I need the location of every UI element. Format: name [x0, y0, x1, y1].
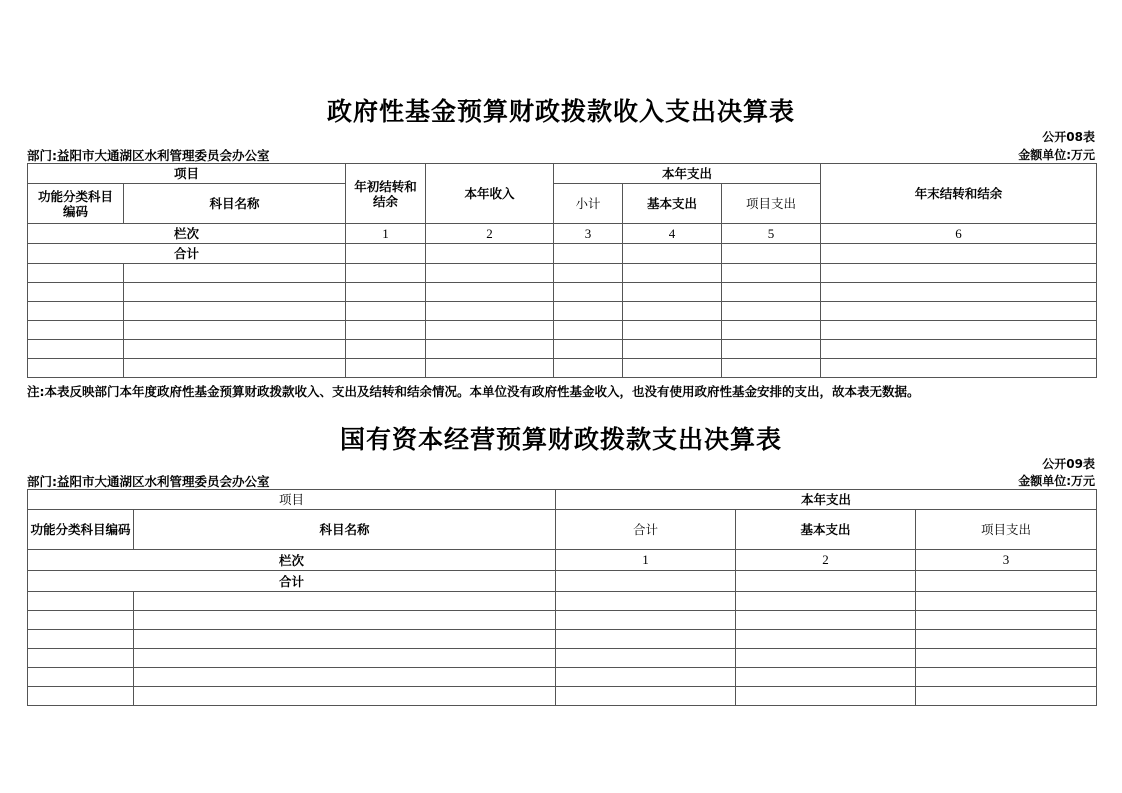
table-row: [28, 359, 1097, 378]
table-cell: [426, 244, 554, 264]
table1-total-row: [28, 244, 1097, 264]
table1-header-basic: 基本支出: [623, 184, 722, 224]
table1-grid: [27, 163, 1097, 378]
table-cell: [346, 244, 426, 264]
table-row: [28, 630, 1097, 649]
table1-col-num: 4: [623, 224, 722, 244]
table2-column-label: 栏次: [28, 550, 556, 571]
table1-header-end-balance: 年末结转和结余: [821, 164, 1097, 224]
table1-col-num: 1: [346, 224, 426, 244]
table1-header-income: 本年收入: [426, 164, 554, 224]
table2-grid: [27, 489, 1097, 706]
table1-col-num: 2: [426, 224, 554, 244]
table2-header-item: 项目: [28, 490, 556, 510]
table1-header-expense: 本年支出: [554, 164, 821, 184]
table2-header-func-code: 功能分类科目编码: [28, 510, 134, 550]
table1-col-num: 6: [821, 224, 1097, 244]
table2-dept: 部门:益阳市大通湖区水利管理委员会办公室: [27, 474, 270, 489]
table2-col-num: 2: [736, 550, 916, 571]
table-cell: [623, 244, 722, 264]
table2-title: 国有资本经营预算财政拨款支出决算表: [339, 425, 782, 454]
table2-header-basic: 基本支出: [736, 510, 916, 550]
table2-header-expense: 本年支出: [556, 490, 1097, 510]
table1-total-label: 合计: [28, 244, 346, 264]
table1-code: 公开08表: [1042, 130, 1095, 144]
table-cell: [556, 571, 736, 592]
table-cell: [821, 244, 1097, 264]
table2-col-num: 3: [916, 550, 1097, 571]
table2-col-num: 1: [556, 550, 736, 571]
table1-dept: 部门:益阳市大通湖区水利管理委员会办公室: [27, 148, 270, 163]
table1-header-item: 项目: [28, 164, 346, 184]
table1-unit: 金额单位:万元: [1018, 148, 1095, 162]
table1-col-num: 5: [722, 224, 821, 244]
table-cell: [554, 244, 623, 264]
table1-column-label: 栏次: [28, 224, 346, 244]
table-cell: [736, 571, 916, 592]
table1-header-subtotal: 小计: [554, 184, 623, 224]
table2-header-subject-name: 科目名称: [134, 510, 556, 550]
table1-header-subject-name: 科目名称: [124, 184, 346, 224]
table-row: [28, 592, 1097, 611]
table-cell: [916, 571, 1097, 592]
table2-code: 公开09表: [1042, 457, 1095, 471]
table-row: [28, 668, 1097, 687]
table1-header-project: 项目支出: [722, 184, 821, 224]
table1-header-begin-balance: 年初结转和结余: [346, 164, 426, 224]
table-cell: [722, 244, 821, 264]
table1-column-number-row: [28, 224, 1097, 244]
table2-total-row: [28, 571, 1097, 592]
table2-unit: 金额单位:万元: [1018, 474, 1095, 488]
table-row: [28, 687, 1097, 706]
table1-col-num: 3: [554, 224, 623, 244]
table-row: [28, 340, 1097, 359]
table2-total-label: 合计: [28, 571, 556, 592]
table-row: [28, 321, 1097, 340]
table-row: [28, 611, 1097, 630]
table1-header-func-code: 功能分类科目编码: [28, 184, 124, 224]
table1-title: 政府性基金预算财政拨款收入支出决算表: [326, 97, 795, 126]
table2-header-total: 合计: [556, 510, 736, 550]
table2-header-project: 项目支出: [916, 510, 1097, 550]
table-row: [28, 302, 1097, 321]
table-row: [28, 283, 1097, 302]
table2-column-number-row: [28, 550, 1097, 571]
table1-note: 注:本表反映部门本年度政府性基金预算财政拨款收入、支出及结转和结余情况。本单位没有政府性基金收入，也没有使用政府性基金安排的支出，故本表无数据。: [27, 384, 920, 399]
table-row: [28, 649, 1097, 668]
table-row: [28, 264, 1097, 283]
